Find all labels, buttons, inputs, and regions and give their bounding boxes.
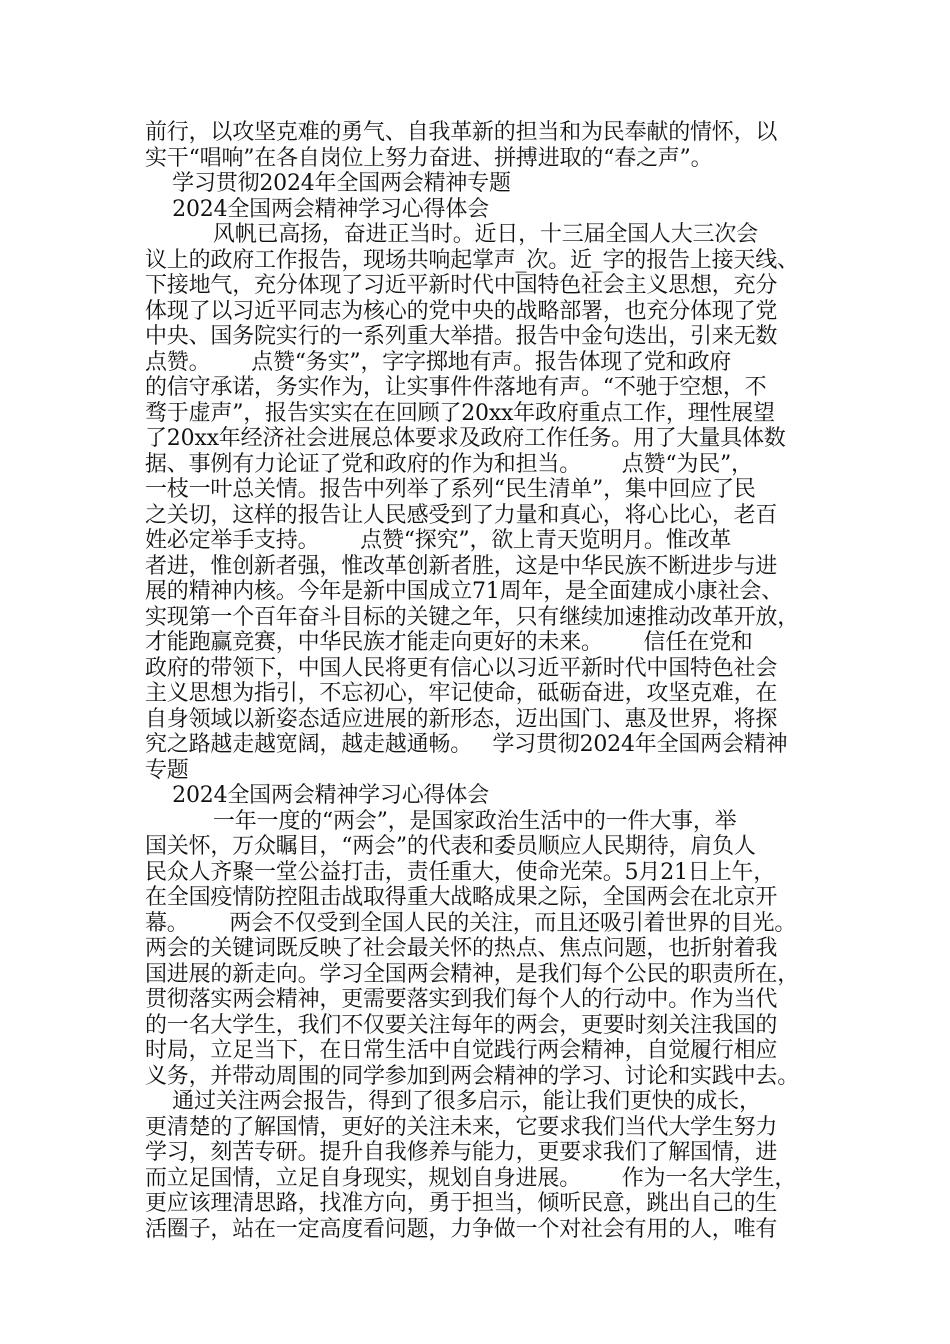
text-line: 一枝一叶总关情。报告中列举了系列“民生清单”，集中回应了民 xyxy=(145,477,756,502)
text-line: 专题 xyxy=(145,757,189,783)
text-line: 活圈子，站在一定高度看问题，力争做一个对社会有用的人，唯有 xyxy=(145,1216,778,1242)
text-line: 展的精神内核。今年是新中国成立71周年，是全面建成小康社会、 xyxy=(145,579,783,604)
text-line: 在全国疫情防控阻击战取得重大战略成果之际，全国两会在北京开 xyxy=(145,885,778,910)
text-line: 政府的带领下，中国人民将更有信心以习近平新时代中国特色社会 xyxy=(145,655,778,681)
text-line: 而立足国情，立足自身现实，规划自身进展。 作为一名大学生， xyxy=(145,1165,797,1191)
text-line: 者进，惟创新者强，惟改革创新者胜，这是中华民族不断进步与进 xyxy=(145,553,778,579)
text-line: 义务，并带动周围的同学参加到两会精神的学习、讨论和实践中去。 xyxy=(145,1063,800,1089)
text-line: 2024全国两会精神学习心得体会 xyxy=(145,196,489,222)
text-line: 中央、国务院实行的一系列重大举措。报告中金句迭出，引来无数 xyxy=(145,324,778,349)
text-line: 2024全国两会精神学习心得体会 xyxy=(145,783,489,808)
body-text xyxy=(145,120,825,1242)
text-line: 了20xx年经济社会进展总体要求及政府工作任务。用了大量具体数 xyxy=(145,426,786,451)
text-line: 实干“唱响”在各自岗位上努力奋进、拼搏进取的“春之声”。 xyxy=(145,145,713,171)
text-line: 更清楚的了解国情，更好的关注未来，它要求我们当代大学生努力 xyxy=(145,1114,778,1140)
text-line: 姓必定举手支持。 点赞“探究”，欲上青天览明月。惟改革 xyxy=(145,528,732,553)
text-line: 时局，立足当下，在日常生活中自觉践行两会精神，自觉履行相应 xyxy=(145,1038,778,1063)
text-line: 国进展的新走向。学习全国两会精神，是我们每个公民的职责所在， xyxy=(145,961,800,987)
text-line: 之关切，这样的报告让人民感受到了力量和真心，将心比心，老百 xyxy=(145,502,778,528)
text-line: 学习，刻苦专研。提升自我修养与能力，更要求我们了解国情，进 xyxy=(145,1140,778,1165)
text-line: 通过关注两会报告，得到了很多启示，能让我们更快的成长， xyxy=(145,1089,761,1114)
text-line: 的一名大学生，我们不仅要关注每年的两会，更要时刻关注我国的 xyxy=(145,1012,778,1038)
text-line: 两会的关键词既反映了社会最关怀的热点、焦点问题，也折射着我 xyxy=(145,936,778,961)
text-line: 一年一度的“两会”，是国家政治生活中的一件大事，举 xyxy=(145,808,737,834)
text-line: 国关怀，万众瞩目，“两会”的代表和委员顺应人民期待，肩负人 xyxy=(145,834,756,859)
text-line: 学习贯彻2024年全国两会精神专题 xyxy=(145,171,511,196)
text-line: 才能跑赢竞赛，中华民族才能走向更好的未来。 信任在党和 xyxy=(145,630,753,655)
text-line: 议上的政府工作报告，现场共响起掌声_次。近_字的报告上接天线、 xyxy=(145,247,799,273)
text-line: 更应该理清思路，找准方向，勇于担当，倾听民意，跳出自己的生 xyxy=(145,1191,778,1216)
text-line: 骛于虚声”，报告实实在在回顾了20xx年政府重点工作，理性展望 xyxy=(145,400,775,426)
text-line: 民众人齐聚一堂公益打击，责任重大，使命光荣。5月21日上午， xyxy=(145,859,775,885)
text-line: 究之路越走越宽阔，越走越通畅。 学习贯彻2024年全国两会精神 xyxy=(145,732,788,757)
text-line: 体现了以习近平同志为核心的党中央的战略部署，也充分体现了党 xyxy=(145,298,778,324)
text-line: 贯彻落实两会精神，更需要落实到我们每个人的行动中。作为当代 xyxy=(145,987,778,1012)
text-line: 主义思想为指引，不忘初心，牢记使命，砥砺奋进，攻坚克难，在 xyxy=(145,681,778,706)
text-line: 自身领域以新姿态适应进展的新形态，迈出国门、惠及世界，将探 xyxy=(145,706,778,732)
text-line: 的信守承诺，务实作为，让实事件件落地有声。“不驰于空想，不 xyxy=(145,375,767,400)
text-line: 据、事例有力论证了党和政府的作为和担当。 点赞“为民”， xyxy=(145,451,753,477)
text-line: 下接地气，充分体现了习近平新时代中国特色社会主义思想，充分 xyxy=(145,273,778,298)
text-line: 点赞。 点赞“务实”，字字掷地有声。报告体现了党和政府 xyxy=(145,349,732,375)
text-line: 实现第一个百年奋斗目标的关键之年，只有继续加速推动改革开放， xyxy=(145,604,800,630)
text-line: 前行，以攻坚克难的勇气、自我革新的担当和为民奉献的情怀，以 xyxy=(145,120,778,145)
text-line: 风帆已高扬，奋进正当时。近日，十三届全国人大三次会 xyxy=(145,222,758,247)
text-line: 幕。 两会不仅受到全国人民的关注，而且还吸引着世界的目光。 xyxy=(145,910,797,936)
